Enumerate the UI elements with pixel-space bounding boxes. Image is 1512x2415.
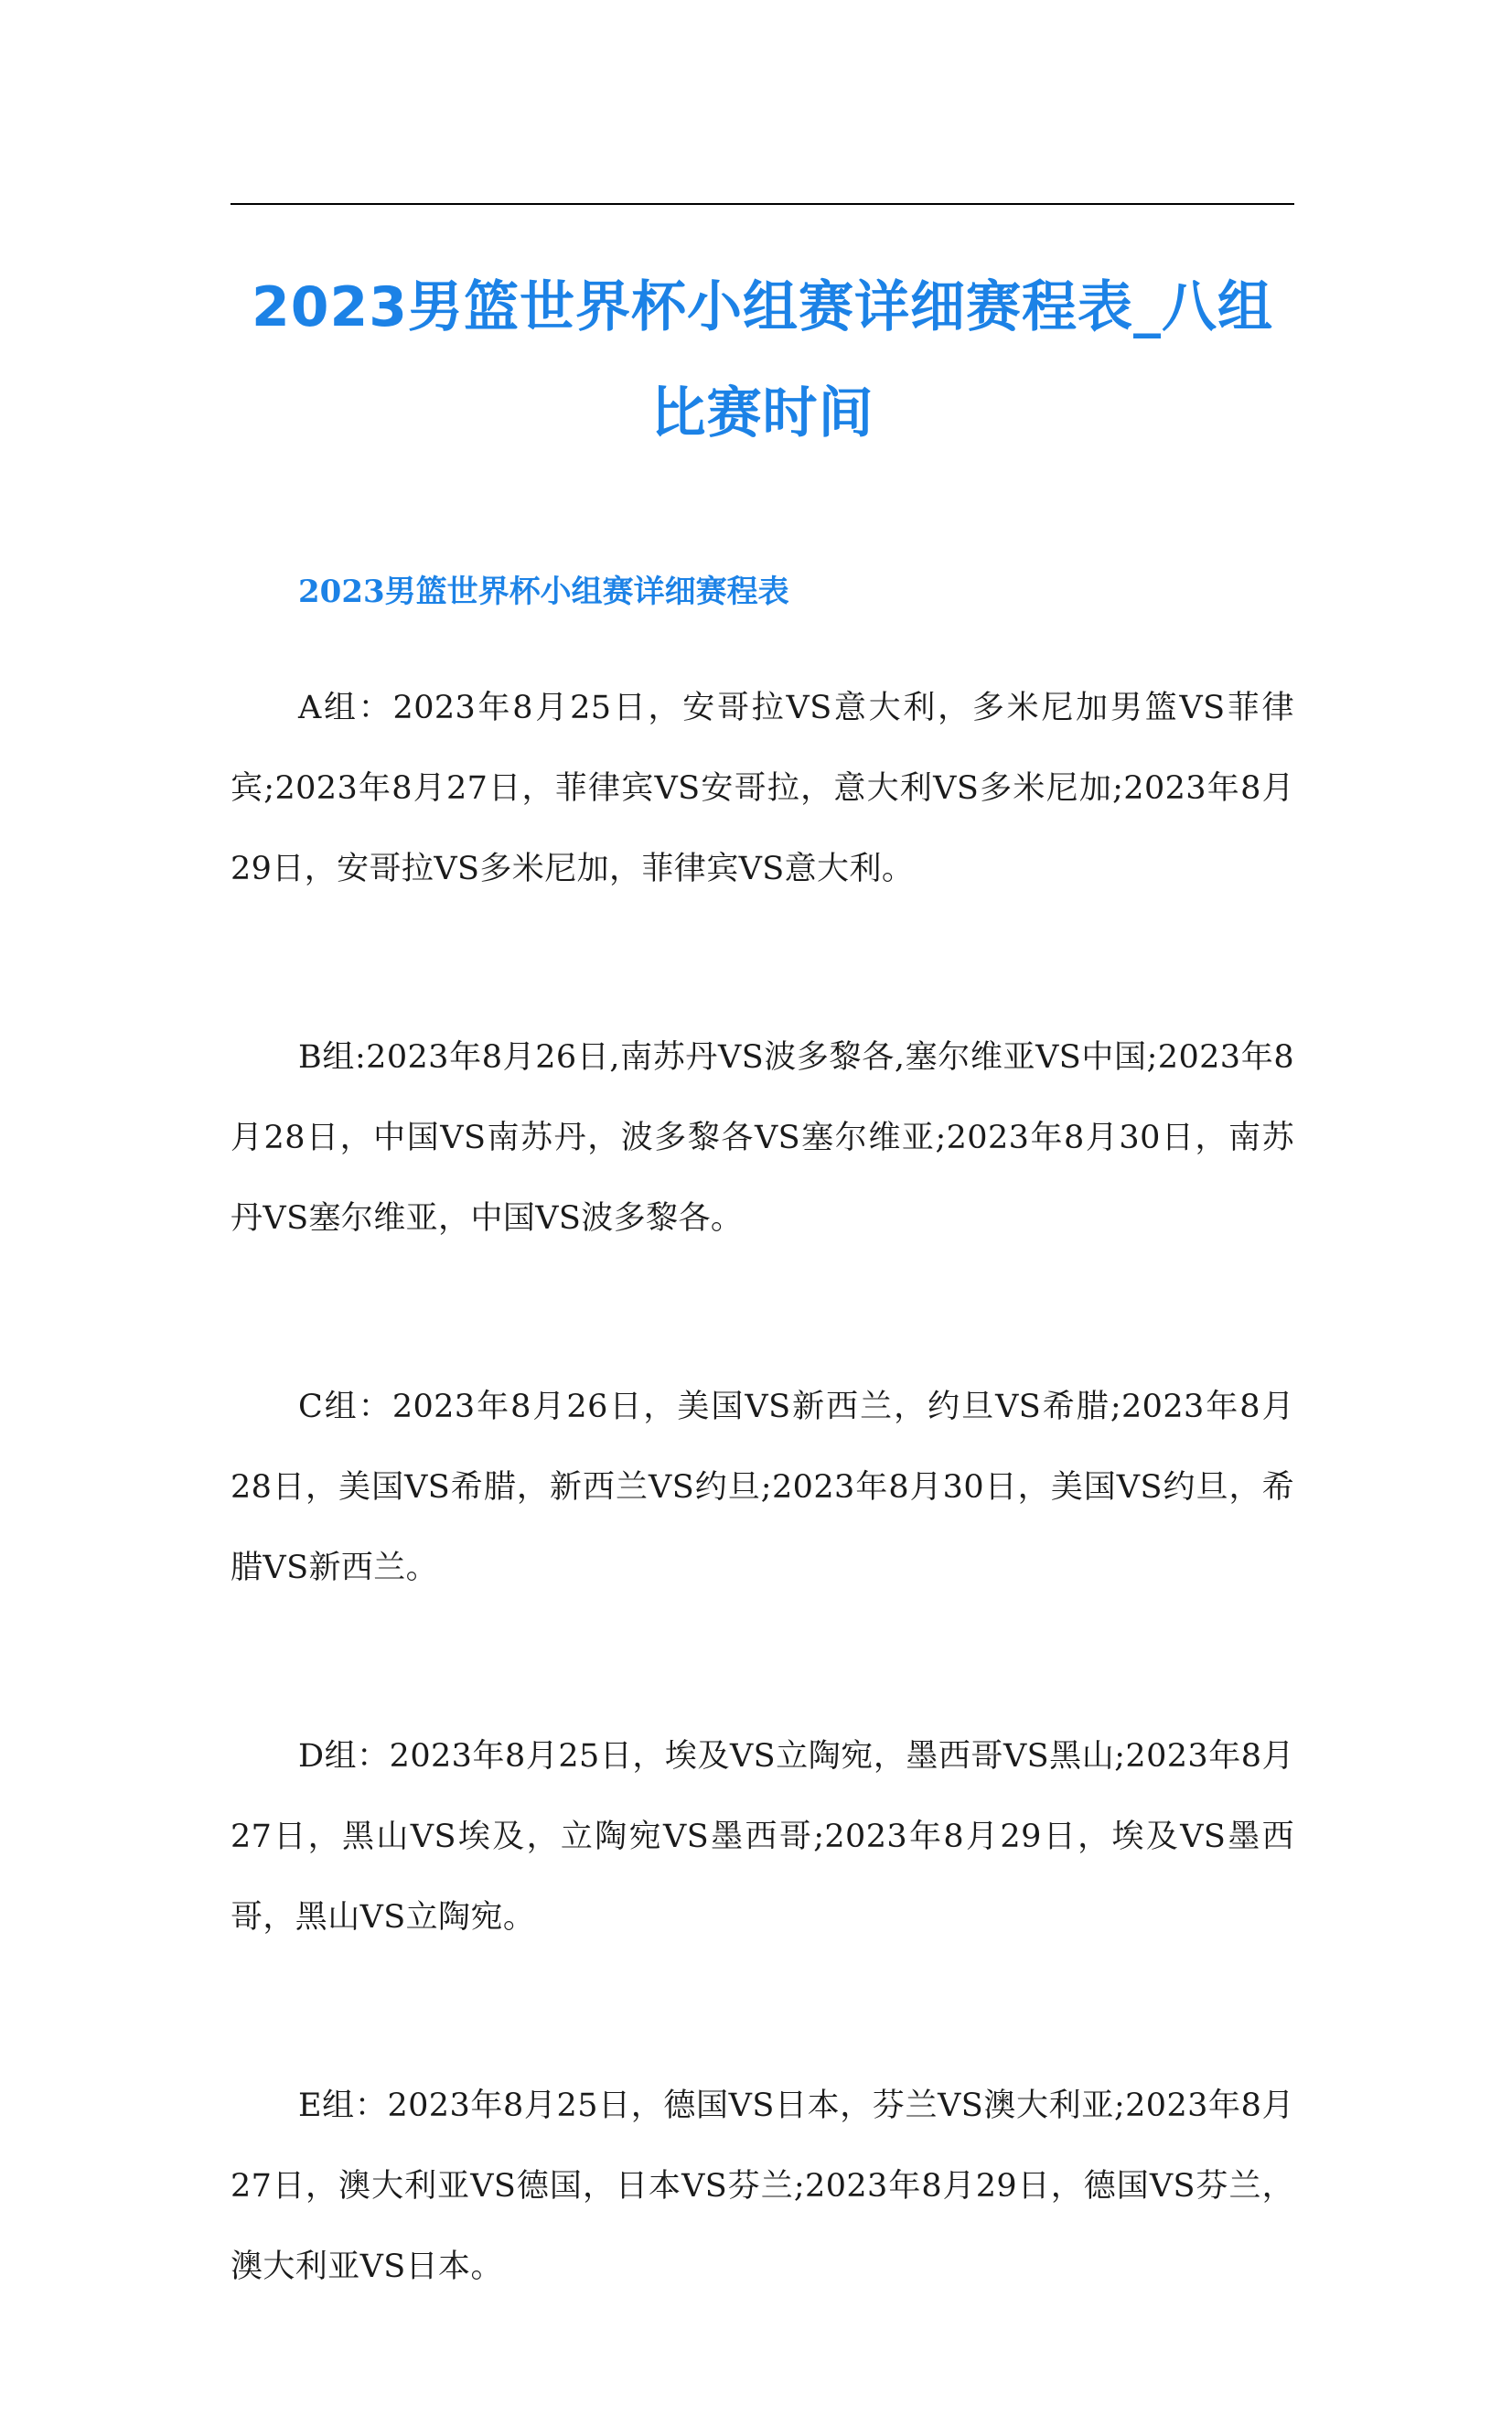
document-body <box>231 668 1294 2415</box>
group-a-schedule: A组：2023年8月25日，安哥拉VS意大利，多米尼加男篮VS菲律宾;2023年8月27日，菲律宾VS安哥拉，意大利VS多米尼加;2023年8月29日，安哥拉VS多米尼加，菲律宾VS意大利。 <box>231 690 1294 887</box>
group-c-schedule: C组：2023年8月26日，美国VS新西兰，约旦VS希腊;2023年8月28日，美国VS希腊，新西兰VS约旦;2023年8月30日，美国VS约旦，希腊VS新西兰。 <box>231 1389 1294 1586</box>
group-e-schedule: E组：2023年8月25日，德国VS日本，芬兰VS澳大利亚;2023年8月27日，澳大利亚VS德国，日本VS芬兰;2023年8月29日，德国VS芬兰，澳大利亚VS日本。 <box>231 2088 1294 2285</box>
group-b-schedule: B组:2023年8月26日,南苏丹VS波多黎各,塞尔维亚VS中国;2023年8月28日，中国VS南苏丹，波多黎各VS塞尔维亚;2023年8月30日，南苏丹VS塞尔维亚，中国VS波多黎各。 <box>231 1039 1294 1237</box>
section-heading: 2023男篮世界杯小组赛详细赛程表 <box>298 574 789 610</box>
header-rule <box>231 203 1294 205</box>
group-d-schedule: D组：2023年8月25日，埃及VS立陶宛，墨西哥VS黑山;2023年8月27日，黑山VS埃及，立陶宛VS墨西哥;2023年8月29日，埃及VS墨西哥，黑山VS立陶宛。 <box>231 1738 1294 1936</box>
document-title: 2023男篮世界杯小组赛详细赛程表_八组比赛时间 <box>252 275 1273 445</box>
